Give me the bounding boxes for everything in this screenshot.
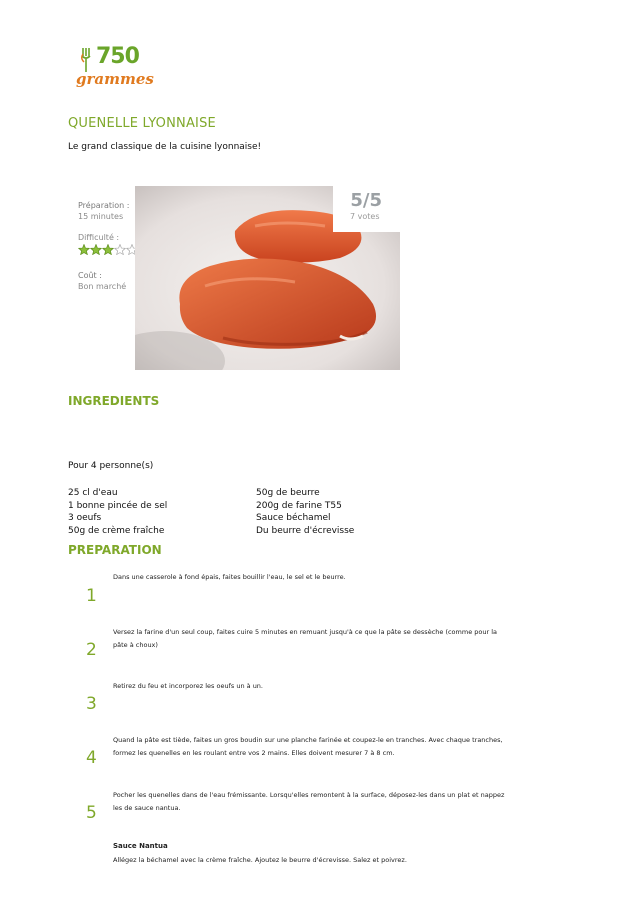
step-text: Dans une casserole à fond épais, faites bouillir l'eau, le sel et le beurre. <box>113 573 346 581</box>
nantua-title: Sauce Nantua <box>113 842 168 850</box>
star-filled-icon <box>90 244 102 255</box>
fork-spoon-icon <box>80 48 94 72</box>
star-filled-icon <box>78 244 90 255</box>
ingredient-item: 3 oeufs <box>68 513 102 523</box>
site-logo[interactable] <box>72 44 152 96</box>
ingredient-item: Du beurre d'écrevisse <box>256 525 355 536</box>
ingredient-item: 200g de farine T55 <box>256 500 342 511</box>
difficulty-label: Difficulté : <box>78 233 120 242</box>
difficulty-stars <box>78 244 138 256</box>
servings: Pour 4 personne(s) <box>68 461 154 471</box>
step-text: Quand la pâte est tiède, faites un gros boudin sur une planche farinée et coupez-le en tranches. Avec chaque tranches, formez les quenelles en les roulant entre vos 2 mains. Elles doivent mesurer 7 à 8 cm. <box>113 736 503 757</box>
nantua-text: Allégez la béchamel avec la crème fraîche. Ajoutez le beurre d'écrevisse. Salez et poivrez. <box>113 856 407 864</box>
logo-word: grammes <box>76 70 154 88</box>
cost-value: Bon marché <box>78 282 127 291</box>
recipe-subtitle: Le grand classique de la cuisine lyonnaise! <box>68 142 262 152</box>
ingredients-list-right <box>256 487 354 537</box>
step-number: 1 <box>86 586 97 606</box>
ingredient-item: 50g de crème fraîche <box>68 525 165 536</box>
star-filled-icon <box>102 244 114 255</box>
cost-label: Coût : <box>78 271 102 280</box>
cost <box>78 270 126 292</box>
ingredients-list-left <box>68 487 167 537</box>
rating-box <box>333 186 400 232</box>
ingredient-item: 1 bonne pincée de sel <box>68 500 168 511</box>
step-text: Pocher les quenelles dans de l'eau frémissante. Lorsqu'elles remontent à la surface, déposez-les dans un plat et nappez les de sauce nantua. <box>113 791 505 812</box>
prep-value: 15 minutes <box>78 212 124 221</box>
preparation-heading: PREPARATION <box>68 543 162 557</box>
logo-number: 750 <box>96 44 139 69</box>
step-number: 5 <box>86 803 97 823</box>
recipe-title: QUENELLE LYONNAISE <box>68 116 216 131</box>
step-number: 4 <box>86 748 97 768</box>
ingredients-heading: INGREDIENTS <box>68 394 160 408</box>
prep-label: Préparation : <box>78 201 130 210</box>
rating-score: 5/5 <box>350 190 382 211</box>
ingredient-item: Sauce béchamel <box>256 513 331 523</box>
ingredient-item: 50g de beurre <box>256 488 320 498</box>
step-number: 3 <box>86 694 97 714</box>
prep-time <box>78 200 129 222</box>
step-text: Versez la farine d'un seul coup, faites cuire 5 minutes en remuant jusqu'à ce que la pâte se dessèche (comme pour la pâte à choux) <box>113 628 498 649</box>
step-text: Retirez du feu et incorporez les oeufs un à un. <box>113 682 263 690</box>
rating-votes: 7 votes <box>350 212 380 221</box>
step-number: 2 <box>86 640 97 660</box>
star-empty-icon <box>114 244 126 255</box>
ingredient-item: 25 cl d'eau <box>68 488 118 498</box>
